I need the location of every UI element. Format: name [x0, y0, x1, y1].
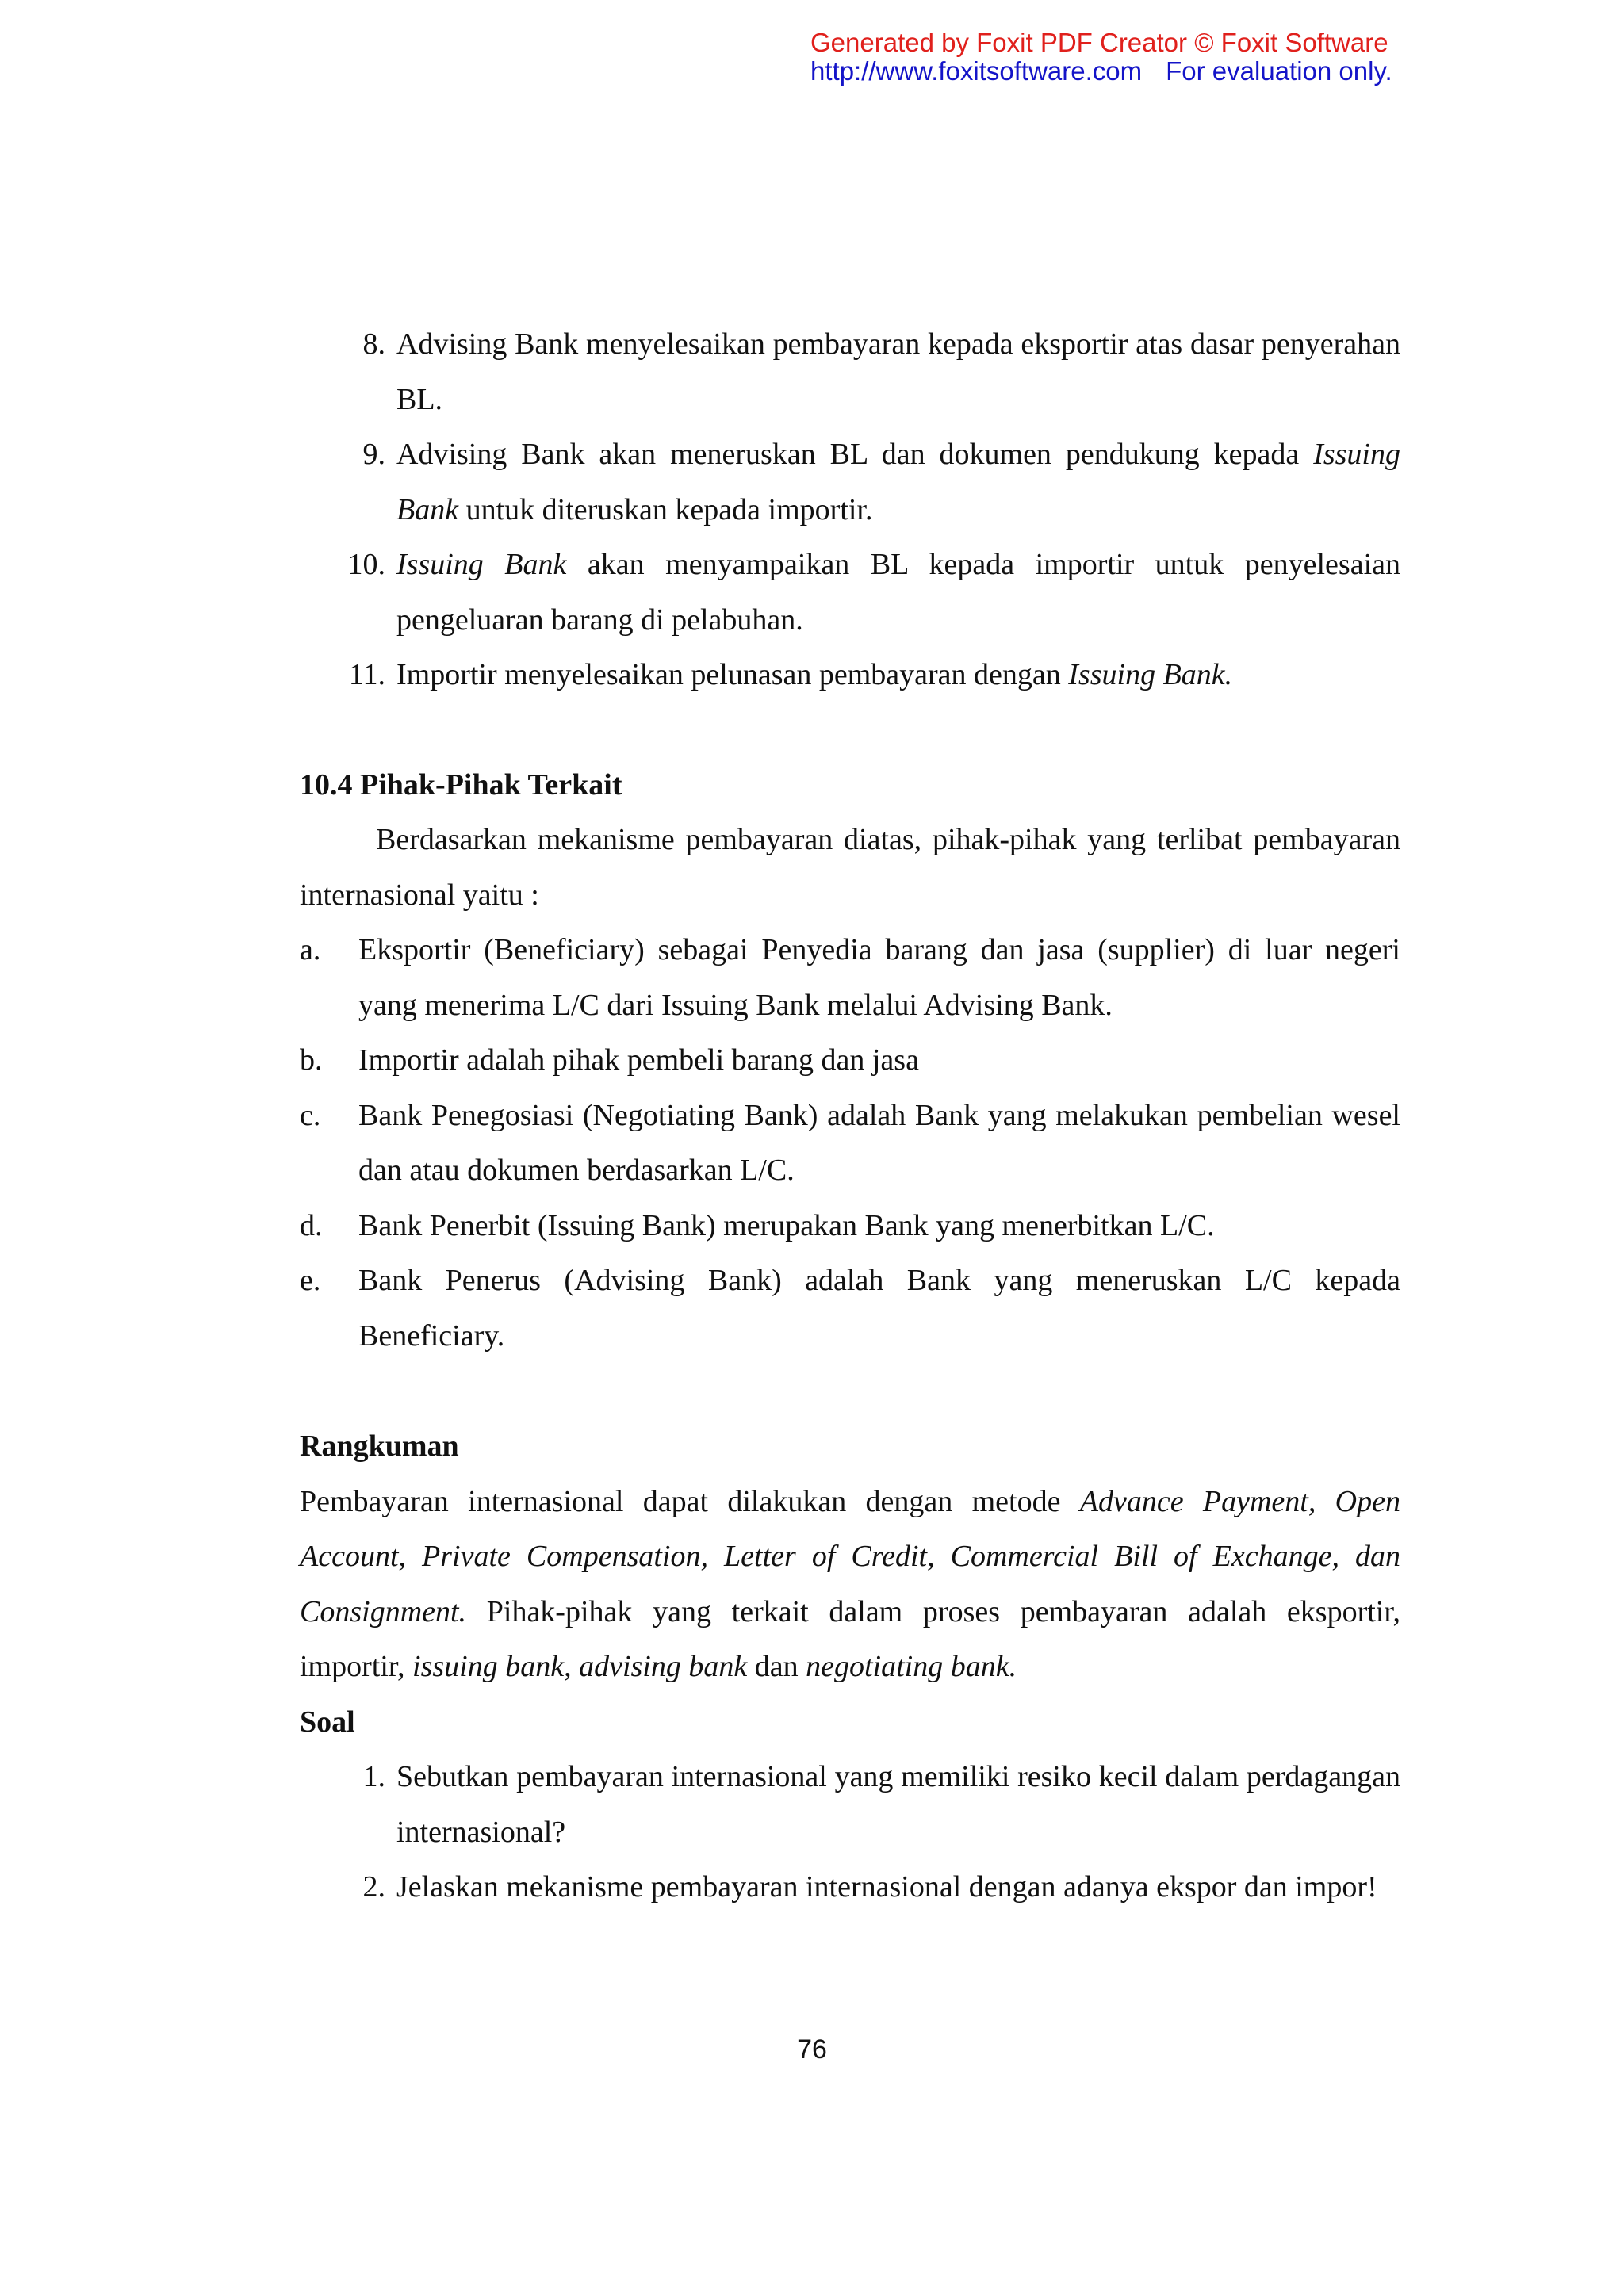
- party-letter: b.: [300, 1043, 323, 1077]
- process-steps-list: [300, 317, 1400, 703]
- question-number: 1.: [362, 1760, 385, 1793]
- question-text: Jelaskan mekanisme pembayaran internasional dengan adanya ekspor dan impor!: [396, 1870, 1377, 1904]
- party-item-b: [300, 1033, 1400, 1089]
- question-number: 2.: [362, 1870, 385, 1904]
- step-text-italic: Issuing Bank: [396, 548, 567, 581]
- questions-list: [300, 1750, 1400, 1915]
- step-number: 8.: [362, 327, 385, 361]
- watermark-line-2: [810, 57, 1445, 86]
- summary-text: Pihak-pihak yang terkait dalam proses pembayaran adalah eksportir, importir,: [300, 1594, 1400, 1683]
- summary-text-italic: Advance Payment, Open Account, Private Compensation, Letter of Credit, Commercial Bill of Exchange, dan Consignment.: [300, 1484, 1400, 1628]
- summary-text: dan: [747, 1650, 806, 1683]
- party-text: Eksportir (Beneficiary) sebagai Penyedia barang dan jasa (supplier) di luar negeri yang menerima L/C dari Issuing Bank melalui Advising Bank.: [358, 933, 1400, 1022]
- question-text: Sebutkan pembayaran internasional yang memiliki resiko kecil dalam perdagangan internasional?: [396, 1760, 1400, 1849]
- summary-heading: Rangkuman: [300, 1429, 459, 1463]
- party-item-d: [300, 1199, 1400, 1254]
- party-text: Importir adalah pihak pembeli barang dan jasa: [358, 1043, 919, 1077]
- summary-text-italic: issuing bank: [412, 1650, 565, 1683]
- summary-text-italic: advising bank: [579, 1650, 748, 1683]
- step-text: Advising Bank menyelesaikan pembayaran kepada eksportir atas dasar penyerahan BL.: [396, 327, 1400, 416]
- step-number: 11.: [348, 658, 385, 691]
- party-item-e: [300, 1253, 1400, 1364]
- section-intro: Berdasarkan mekanisme pembayaran diatas, pihak-pihak yang terlibat pembayaran internasional yaitu :: [300, 823, 1400, 912]
- summary-text-italic: negotiating bank.: [806, 1650, 1017, 1683]
- spacer: [300, 703, 1400, 758]
- summary-text: ,: [564, 1650, 580, 1683]
- step-text-italic: Issuing Bank.: [1068, 658, 1233, 691]
- step-number: 9.: [362, 438, 385, 471]
- party-item-a: [300, 923, 1400, 1033]
- summary-paragraph: [300, 1475, 1400, 1695]
- step-text-italic: Issuing Bank: [396, 438, 1400, 526]
- step-item-8: [300, 317, 1400, 427]
- page-number: 76: [797, 2034, 827, 2064]
- party-letter: c.: [300, 1098, 321, 1132]
- step-text: untuk diteruskan kepada importir.: [458, 492, 873, 526]
- foxit-watermark: [810, 29, 1445, 86]
- step-item-11: [300, 648, 1400, 703]
- watermark-note: For evaluation only.: [1166, 56, 1392, 86]
- questions-heading: Soal: [300, 1705, 355, 1739]
- question-item-2: [300, 1860, 1400, 1915]
- step-item-9: [300, 427, 1400, 538]
- step-number: 10.: [347, 548, 385, 581]
- party-letter: a.: [300, 933, 321, 966]
- party-text: Bank Penerbit (Issuing Bank) merupakan Bank yang menerbitkan L/C.: [358, 1208, 1215, 1242]
- summary-text: Pembayaran internasional dapat dilakukan dengan metode: [300, 1484, 1080, 1518]
- step-text: Importir menyelesaikan pelunasan pembayaran dengan: [396, 658, 1069, 691]
- document-body: [300, 317, 1400, 1915]
- step-text: Advising Bank akan meneruskan BL dan dokumen pendukung kepada: [396, 438, 1314, 471]
- step-text: akan menyampaikan BL kepada importir untuk penyelesaian pengeluaran barang di pelabuhan.: [396, 548, 1400, 637]
- party-item-c: [300, 1089, 1400, 1199]
- watermark-url[interactable]: http://www.foxitsoftware.com: [810, 56, 1143, 86]
- party-letter: e.: [300, 1264, 321, 1297]
- spacer: [300, 1364, 1400, 1419]
- section-heading: 10.4 Pihak-Pihak Terkait: [300, 767, 622, 802]
- question-item-1: [300, 1750, 1400, 1860]
- party-text: Bank Penegosiasi (Negotiating Bank) adalah Bank yang melakukan pembelian wesel dan atau dokumen berdasarkan L/C.: [358, 1098, 1400, 1187]
- watermark-line-1: Generated by Foxit PDF Creator © Foxit Software: [810, 28, 1388, 57]
- party-letter: d.: [300, 1208, 323, 1242]
- parties-list: [300, 923, 1400, 1364]
- step-item-10: [300, 538, 1400, 648]
- party-text: Bank Penerus (Advising Bank) adalah Bank yang meneruskan L/C kepada Beneficiary.: [358, 1264, 1400, 1353]
